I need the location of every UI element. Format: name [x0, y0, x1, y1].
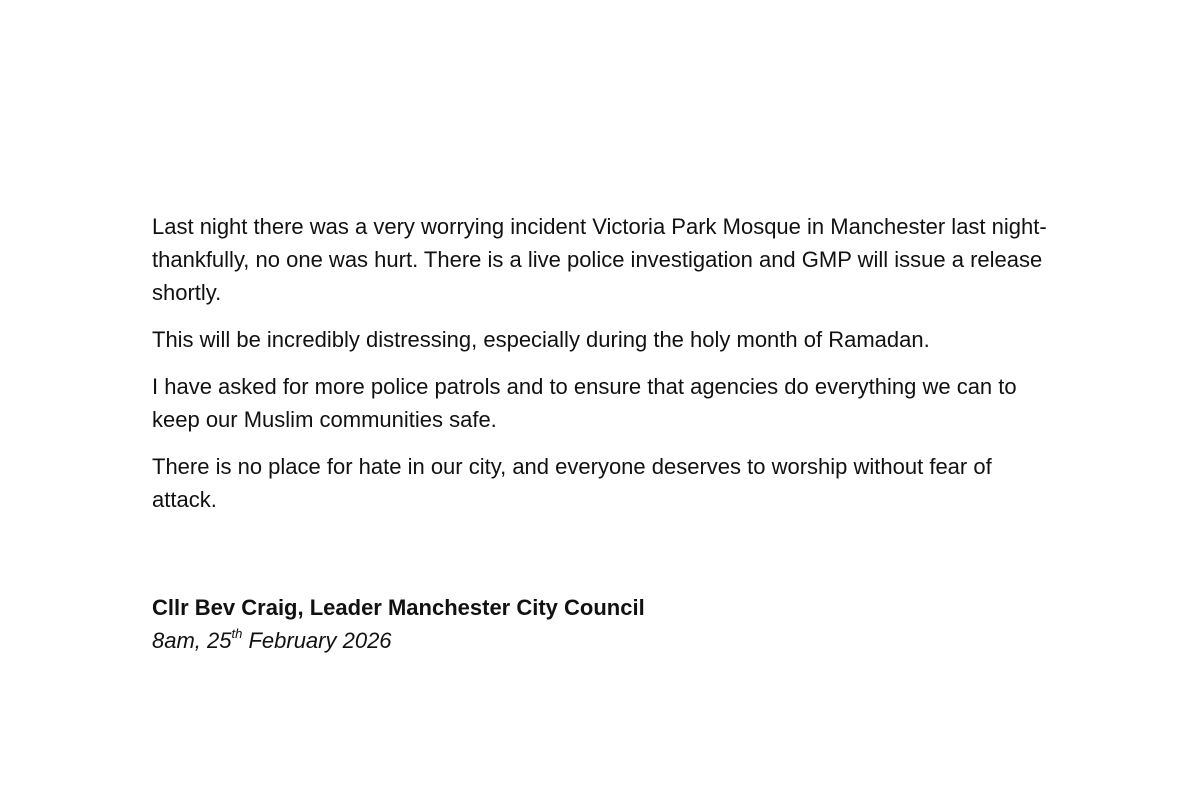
statement-paragraph: There is no place for hate in our city, and everyone deserves to worship without fear of attack. [152, 454, 992, 512]
statement-body [152, 210, 1062, 530]
date-month-year: February 2026 [242, 628, 392, 653]
statement-paragraph: Last night there was a very worrying incident Victoria Park Mosque in Manchester last night- thankfully, no one was hurt. There is a live police investigation and GMP will issue a release shortly. [152, 214, 1047, 305]
date-day: 8am, 25 [152, 628, 232, 653]
signature-block [152, 591, 645, 657]
signatory-name: Cllr Bev Craig, Leader Manchester City Council [152, 595, 645, 620]
statement-paragraph: I have asked for more police patrols and to ensure that agencies do everything we can to keep our Muslim communities safe. [152, 374, 1017, 432]
statement-paragraph: This will be incredibly distressing, especially during the holy month of Ramadan. [152, 327, 930, 352]
statement-date [152, 624, 645, 657]
date-ordinal: th [231, 625, 243, 641]
